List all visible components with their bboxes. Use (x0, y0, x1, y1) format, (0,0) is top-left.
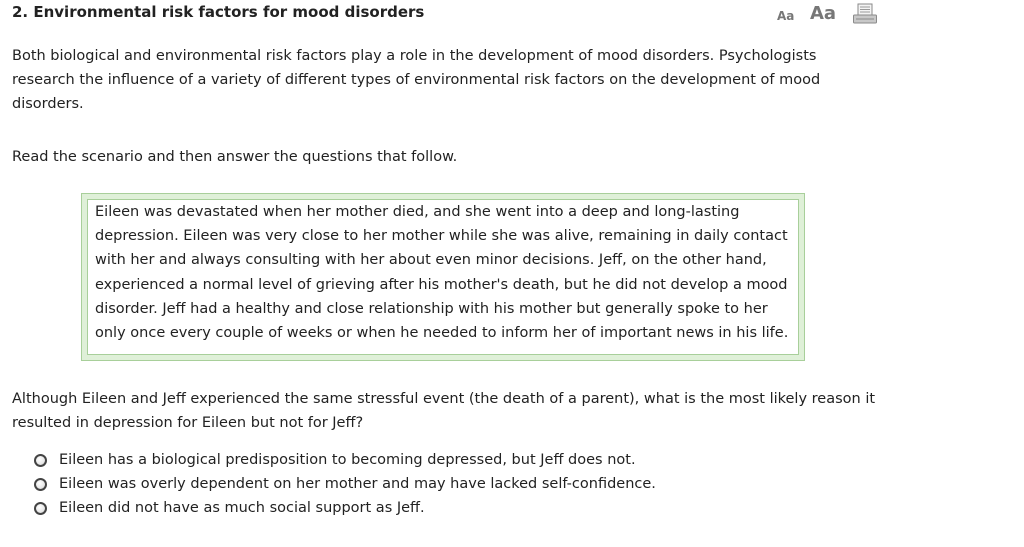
intro-paragraph: Both biological and environmental risk factors play a role in the development of mood disorders. Psychologists research the influence of a variety of different types of environmental risk factors on the development of mood disorders. (12, 48, 821, 112)
question-text: Although Eileen and Jeff experienced the same stressful event (the death of a parent), what is the most likely reason it resulted in depression for Eileen but not for Jeff? (12, 391, 876, 431)
radio-button-icon[interactable] (34, 478, 47, 491)
question-title: 2. Environmental risk factors for mood disorders (12, 3, 425, 21)
answer-option-label: Eileen has a biological predisposition to becoming depressed, but Jeff does not. (59, 452, 636, 468)
question-header (12, 3, 1012, 25)
answer-option-1[interactable] (34, 448, 656, 472)
increase-text-size-button[interactable]: Aa (810, 3, 837, 24)
answer-option-label: Eileen did not have as much social support as Jeff. (59, 500, 425, 516)
answer-options (34, 448, 656, 520)
scenario-box (81, 193, 805, 361)
radio-button-icon[interactable] (34, 454, 47, 467)
radio-button-icon[interactable] (34, 502, 47, 515)
instruction-text: Read the scenario and then answer the questions that follow. (12, 149, 458, 165)
answer-option-3[interactable] (34, 496, 656, 520)
printer-icon[interactable] (852, 3, 878, 25)
decrease-text-size-button[interactable]: Aa (777, 9, 795, 23)
answer-option-label: Eileen was overly dependent on her mother and may have lacked self-confidence. (59, 476, 656, 492)
scenario-text: Eileen was devastated when her mother died, and she went into a deep and long-lasting depression. Eileen was very close to her mother while she was alive, remaining in daily contact with her and always consulting with her about even minor decisions. Jeff, on the other hand, experienced a normal level of grieving after his mother's death, but he did not develop a mood disorder. Jeff had a healthy and close relationship with his mother but generally spoke to her only once every couple of weeks or when he needed to inform her of important news in his life. (87, 199, 799, 355)
answer-option-2[interactable] (34, 472, 656, 496)
